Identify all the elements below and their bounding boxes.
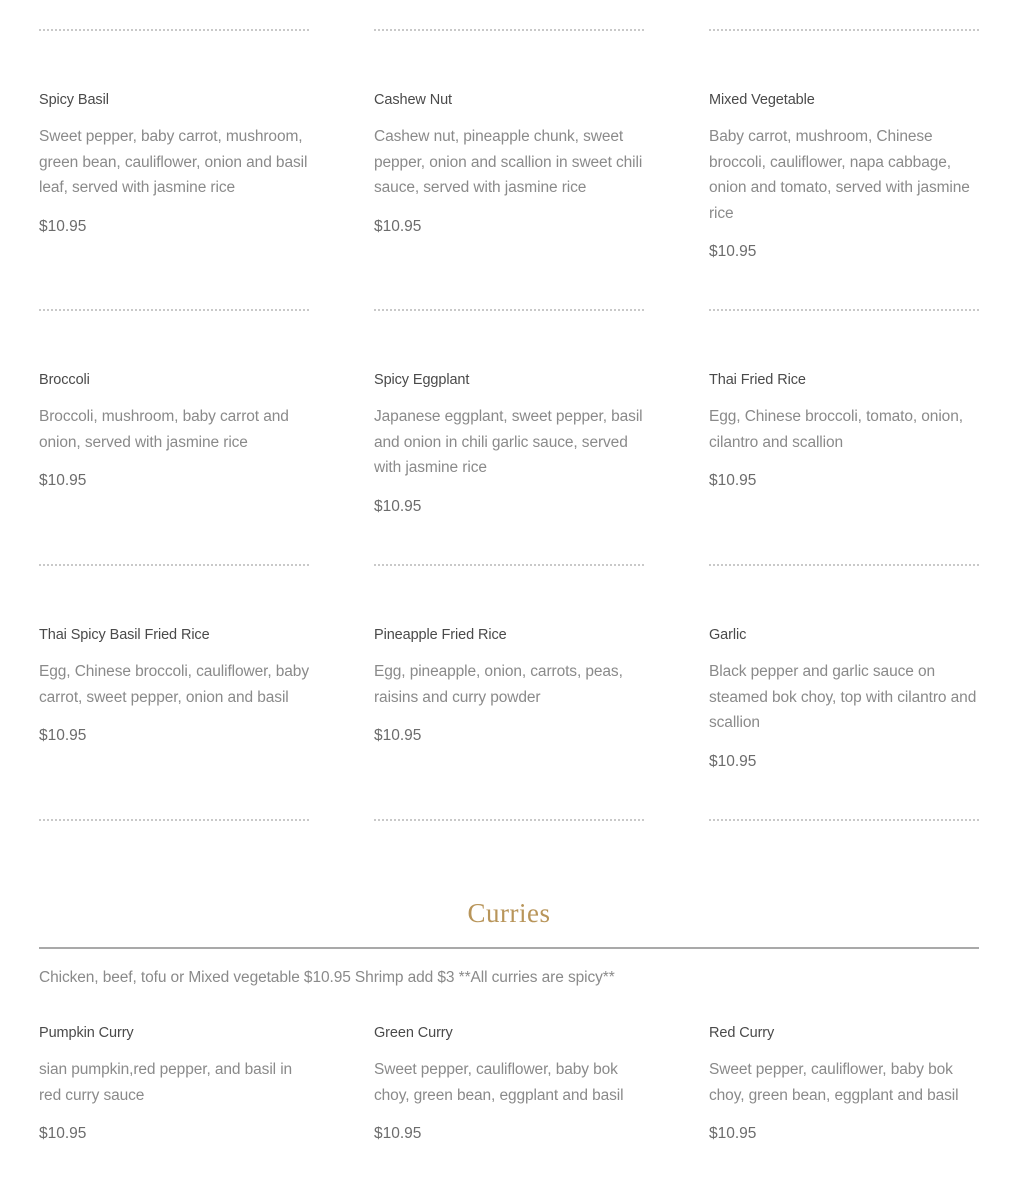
menu-item-description: sian pumpkin,red pepper, and basil in red curry sauce <box>39 1061 293 1104</box>
menu-item-price: $10.95 <box>709 1125 757 1143</box>
menu-item <box>709 1024 979 1144</box>
dotted-divider <box>374 309 644 313</box>
menu-item-name: Green Curry <box>374 1025 453 1041</box>
dotted-divider <box>39 309 309 313</box>
menu-row-2 <box>39 371 979 517</box>
menu-item-price: $10.95 <box>709 472 757 490</box>
dotted-divider <box>39 564 309 568</box>
menu-item-name: Thai Spicy Basil Fried Rice <box>39 627 210 643</box>
menu-item-name: Spicy Basil <box>39 92 109 108</box>
menu-item-price: $10.95 <box>374 1125 422 1143</box>
menu-item-description: Egg, pineapple, onion, carrots, peas, raisins and curry powder <box>374 663 623 706</box>
dotted-divider <box>374 564 644 568</box>
menu-item <box>374 371 644 517</box>
menu-item-price: $10.95 <box>374 217 422 235</box>
menu-item <box>709 371 979 517</box>
menu-item-description: Baby carrot, mushroom, Chinese broccoli, cauliflower, napa cabbage, onion and tomato, served with jasmine rice <box>709 128 970 222</box>
menu-item <box>709 626 979 772</box>
menu-item-price: $10.95 <box>374 727 422 745</box>
menu-item-name: Red Curry <box>709 1025 775 1041</box>
divider-row-top <box>39 29 979 33</box>
section-title-curries: Curries <box>467 898 551 928</box>
menu-item-price: $10.95 <box>374 497 422 515</box>
section-note: Chicken, beef, tofu or Mixed vegetable $10.95 Shrimp add $3 **All curries are spicy** <box>39 969 615 986</box>
menu-item-price: $10.95 <box>709 752 757 770</box>
menu-item-name: Mixed Vegetable <box>709 92 815 108</box>
menu-item-description: Sweet pepper, cauliflower, baby bok choy, green bean, eggplant and basil <box>374 1061 624 1104</box>
dotted-divider <box>374 819 644 823</box>
menu-item-description: Japanese eggplant, sweet pepper, basil and onion in chili garlic sauce, served with jasmine rice <box>374 408 643 477</box>
section-divider <box>39 947 979 949</box>
menu-item-price: $10.95 <box>39 217 87 235</box>
divider-row-3 <box>39 819 979 823</box>
dotted-divider <box>39 819 309 823</box>
menu-item <box>39 1024 309 1144</box>
menu-item-description: Sweet pepper, baby carrot, mushroom, green bean, cauliflower, onion and basil leaf, served with jasmine rice <box>39 128 308 197</box>
menu-item-name: Broccoli <box>39 372 90 388</box>
menu-item-description: Egg, Chinese broccoli, cauliflower, baby carrot, sweet pepper, onion and basil <box>39 663 309 706</box>
menu-item <box>39 371 309 517</box>
menu-item-name: Pineapple Fried Rice <box>374 627 507 643</box>
menu-item-name: Garlic <box>709 627 747 643</box>
menu-item-description: Sweet pepper, cauliflower, baby bok choy, green bean, eggplant and basil <box>709 1061 959 1104</box>
menu-item <box>374 626 644 772</box>
divider-row-2 <box>39 564 979 568</box>
menu-item-price: $10.95 <box>39 727 87 745</box>
menu-item-name: Pumpkin Curry <box>39 1025 134 1041</box>
menu-item-price: $10.95 <box>39 472 87 490</box>
menu-item-description: Cashew nut, pineapple chunk, sweet pepper, onion and scallion in sweet chili sauce, served with jasmine rice <box>374 128 643 197</box>
menu-item-name: Spicy Eggplant <box>374 372 470 388</box>
dotted-divider <box>709 309 979 313</box>
dotted-divider <box>374 29 644 33</box>
menu-item <box>709 91 979 262</box>
menu-row-1 <box>39 91 979 262</box>
menu-item-name: Thai Fried Rice <box>709 372 806 388</box>
menu-item-name: Cashew Nut <box>374 92 452 108</box>
menu-item <box>374 1024 644 1144</box>
menu-item-description: Black pepper and garlic sauce on steamed bok choy, top with cilantro and scallion <box>709 663 977 732</box>
divider-row-1 <box>39 309 979 313</box>
dotted-divider <box>709 564 979 568</box>
menu-item-description: Broccoli, mushroom, baby carrot and onion, served with jasmine rice <box>39 408 289 451</box>
dotted-divider <box>709 29 979 33</box>
dotted-divider <box>39 29 309 33</box>
menu-item <box>374 91 644 262</box>
menu-row-3 <box>39 626 979 772</box>
menu-item <box>39 626 309 772</box>
menu-item-description: Egg, Chinese broccoli, tomato, onion, cilantro and scallion <box>709 408 963 451</box>
dotted-divider <box>709 819 979 823</box>
menu-item-price: $10.95 <box>39 1125 87 1143</box>
menu-item <box>39 91 309 262</box>
menu-item-price: $10.95 <box>709 243 757 261</box>
curries-row <box>39 1024 979 1144</box>
